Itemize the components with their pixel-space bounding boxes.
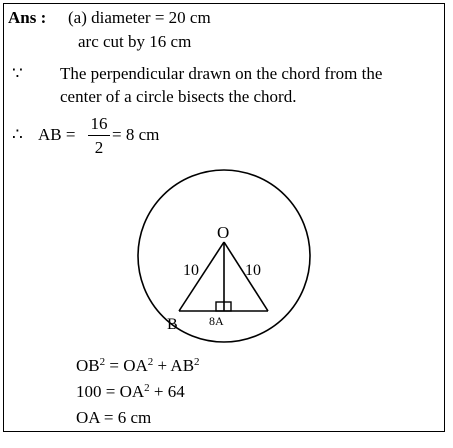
answer-label: Ans :: [8, 8, 47, 27]
equation-pythagoras: [76, 356, 200, 376]
equation-result: OA = 6 cm: [76, 408, 152, 427]
ab-lhs: AB =: [38, 125, 76, 144]
therefore-symbol: ∴: [12, 125, 23, 144]
label-b: B: [167, 316, 178, 333]
fraction-numerator: 16: [90, 114, 108, 133]
given-arc: arc cut by 16 cm: [78, 32, 192, 51]
eq1-oa: = OA: [105, 356, 148, 375]
theorem-line-1: The perpendicular drawn on the chord from the: [60, 64, 383, 83]
label-chord: 8A: [209, 314, 224, 328]
eq1-sq3: 2: [194, 356, 200, 368]
eq2-rhs: + 64: [149, 382, 185, 401]
fraction-denominator: 2: [94, 138, 104, 157]
eq1-sq1: 2: [99, 356, 106, 368]
eq1-ab: + AB: [153, 356, 195, 375]
label-ob-length: 10: [183, 262, 199, 279]
equation-substitution: [76, 382, 185, 402]
eq1-sq2: 2: [147, 356, 154, 368]
ab-rhs: = 8 cm: [112, 125, 160, 144]
eq2-lhs: 100 = OA: [76, 382, 145, 401]
eq1-ob: OB: [76, 356, 100, 375]
given-diameter: (a) diameter = 20 cm: [68, 8, 211, 27]
eq2-sq: 2: [144, 382, 150, 394]
label-oc-length: 10: [245, 262, 261, 279]
theorem-line-2: center of a circle bisects the chord.: [60, 87, 297, 106]
label-o: O: [217, 223, 230, 242]
because-symbol: ∵: [12, 64, 23, 83]
